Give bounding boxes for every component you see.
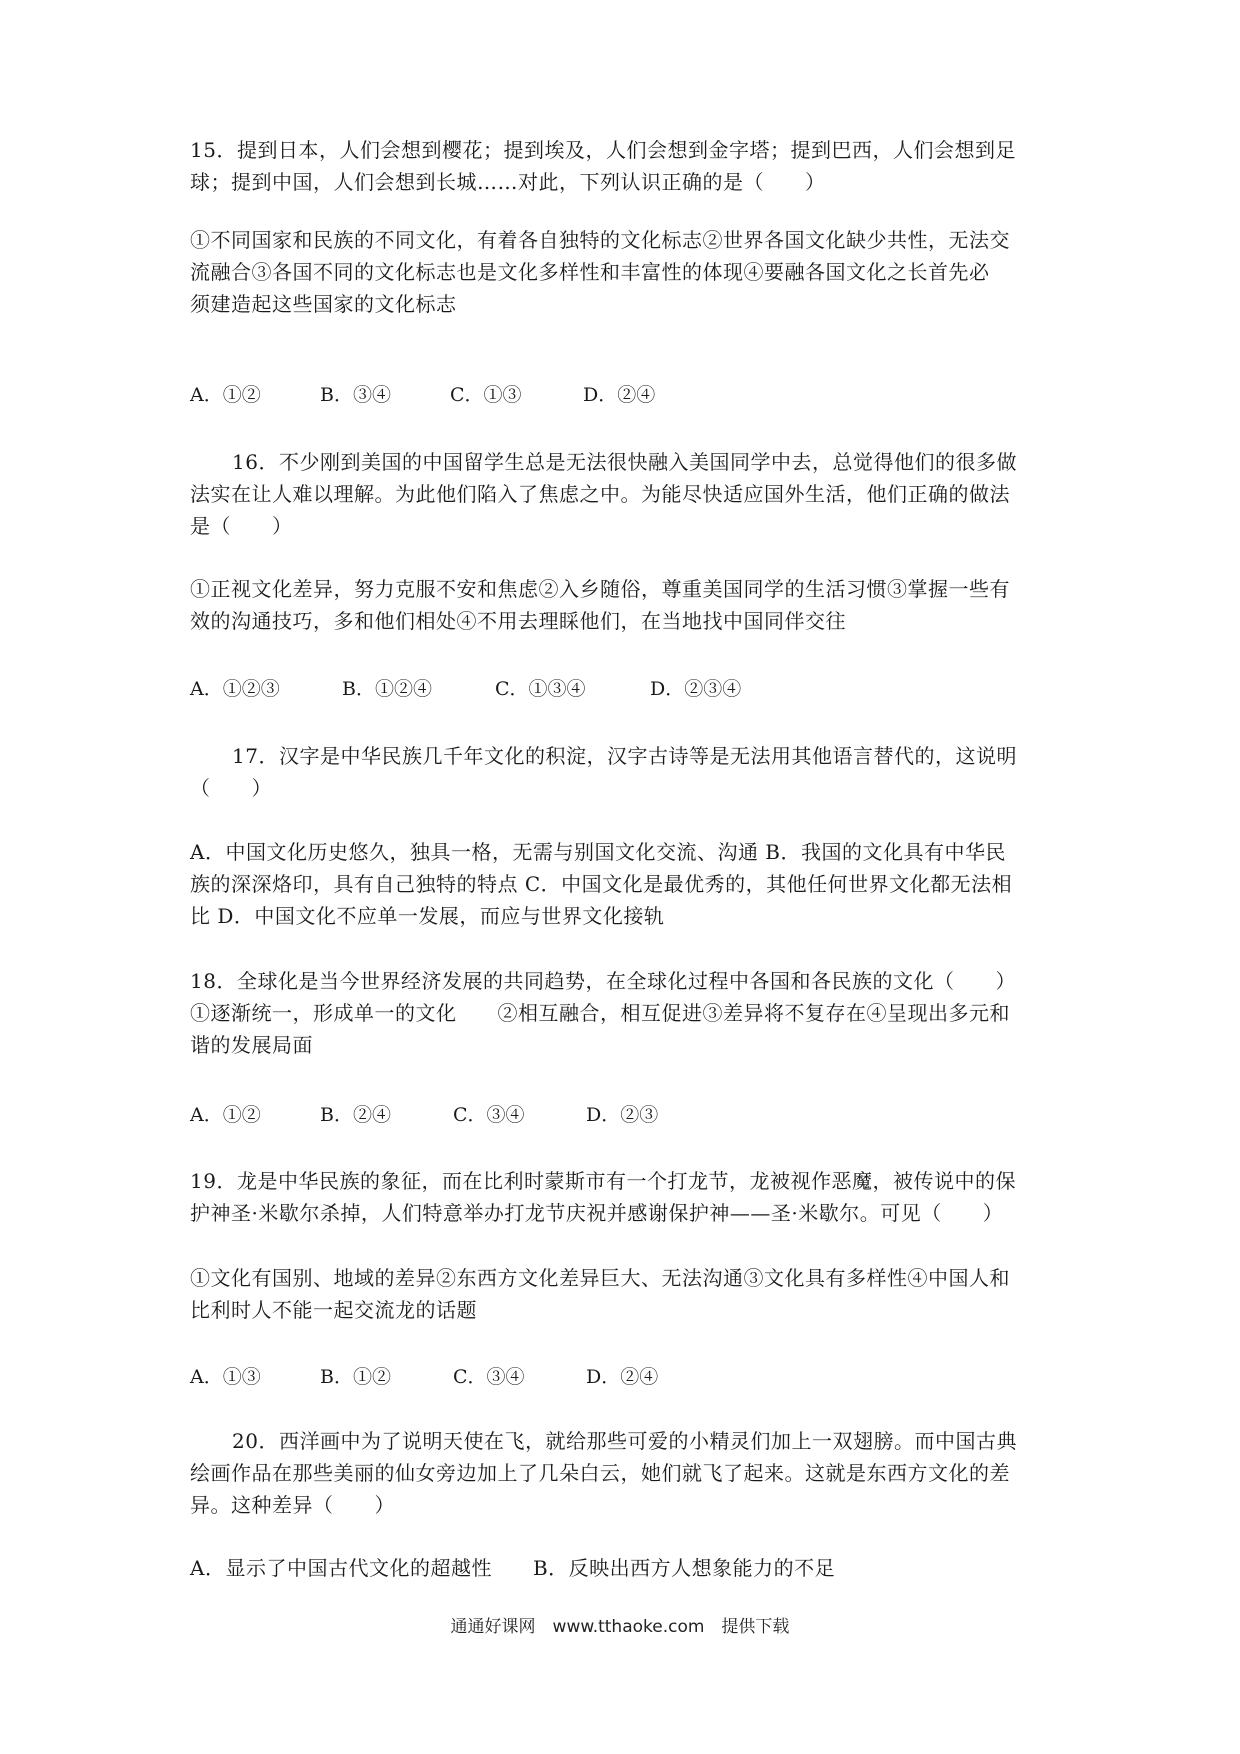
q19-option-c: C．③④ (453, 1366, 525, 1388)
q17-stem-line-2: （ ） (190, 776, 272, 800)
page-footer: 通通好课网 www.tthaoke.com 提供下载 (450, 1617, 790, 1637)
q15-choices-line-3: 须建造起这些国家的文化标志 (190, 292, 457, 316)
q20-choices-line-1: A．显示了中国古代文化的超越性 B．反映出西方人想象能力的不足 (190, 1556, 836, 1580)
q18-option-b: B．②④ (320, 1104, 391, 1126)
q16-option-b: B．①②④ (342, 678, 432, 700)
q16-option-c: C．①③④ (495, 678, 586, 700)
q16-choices-line-1: ①正视文化差异，努力克服不安和焦虑②入乡随俗，尊重美国同学的生活习惯③掌握一些有 (190, 577, 1010, 601)
q19-option-a: A．①③ (190, 1366, 261, 1388)
q18-option-d: D．②③ (586, 1104, 659, 1126)
q20-stem-line-3: 异。这种差异（ ） (190, 1493, 395, 1517)
q20-stem-line-1: 20．西洋画中为了说明天使在飞，就给那些可爱的小精灵们加上一双翅膀。而中国古典 (232, 1429, 1017, 1453)
q16-stem-line-1: 16．不少刚到美国的中国留学生总是无法很快融入美国同学中去，总觉得他们的很多做 (232, 450, 1017, 474)
q18-stem-line-1: 18．全球化是当今世界经济发展的共同趋势，在全球化过程中各国和各民族的文化（ ） (190, 969, 1016, 993)
q19-choices-line-2: 比利时人不能一起交流龙的话题 (190, 1298, 477, 1322)
q19-options (190, 1362, 658, 1392)
q15-choices-line-2: 流融合③各国不同的文化标志也是文化多样性和丰富性的体现④要融各国文化之长首先必 (190, 260, 990, 284)
q15-stem-line-2: 球；提到中国，人们会想到长城……对此，下列认识正确的是（ ） (190, 170, 826, 194)
q17-choices-line-1: A．中国文化历史悠久，独具一格，无需与别国文化交流、沟通 B．我国的文化具有中华民 (190, 840, 1006, 864)
q16-stem-line-2: 法实在让人难以理解。为此他们陷入了焦虑之中。为能尽快适应国外生活，他们正确的做法 (190, 482, 1010, 506)
q16-stem-line-3: 是（ ） (190, 514, 293, 538)
q15-option-b: B．③④ (320, 384, 391, 406)
q16-choices-line-2: 效的沟通技巧，多和他们相处④不用去理睬他们，在当地找中国同伴交往 (190, 609, 846, 633)
q17-stem-line-1: 17．汉字是中华民族几千年文化的积淀，汉字古诗等是无法用其他语言替代的，这说明 (232, 744, 1017, 768)
q19-stem-line-1: 19．龙是中华民族的象征，而在比利时蒙斯市有一个打龙节，龙被视作恶魔，被传说中的保 (190, 1169, 1016, 1193)
q20-stem-line-2: 绘画作品在那些美丽的仙女旁边加上了几朵白云，她们就飞了起来。这就是东西方文化的差 (190, 1461, 1010, 1485)
q18-option-a: A．①② (190, 1104, 261, 1126)
q15-options (190, 380, 655, 410)
q17-choices-line-3: 比 D．中国文化不应单一发展，而应与世界文化接轨 (190, 904, 665, 928)
q15-choices-line-1: ①不同国家和民族的不同文化，有着各自独特的文化标志②世界各国文化缺少共性，无法交 (190, 228, 1010, 252)
q19-stem-line-2: 护神圣·米歇尔杀掉，人们特意举办打龙节庆祝并感谢保护神——圣·米歇尔。可见（ ） (190, 1201, 1004, 1225)
q19-option-b: B．①② (320, 1366, 391, 1388)
q19-choices-line-1: ①文化有国别、地域的差异②东西方文化差异巨大、无法沟通③文化具有多样性④中国人和 (190, 1266, 1010, 1290)
q15-stem-line-1: 15．提到日本，人们会想到樱花；提到埃及，人们会想到金字塔；提到巴西，人们会想到足 (190, 138, 1016, 162)
q16-option-d: D．②③④ (650, 678, 742, 700)
q15-option-a: A．①② (190, 384, 261, 406)
q16-options (190, 674, 741, 704)
q16-option-a: A．①②③ (190, 678, 280, 700)
q15-option-c: C．①③ (450, 384, 522, 406)
q15-option-d: D．②④ (583, 384, 656, 406)
q18-stem-line-3: 谐的发展局面 (190, 1033, 313, 1057)
q18-stem-line-2: ①逐渐统一，形成单一的文化 ②相互融合，相互促进③差异将不复存在④呈现出多元和 (190, 1001, 1010, 1025)
q18-option-c: C．③④ (453, 1104, 525, 1126)
q17-choices-line-2: 族的深深烙印，具有自己独特的特点 C．中国文化是最优秀的，其他任何世界文化都无法相 (190, 872, 1013, 896)
q18-options (190, 1100, 658, 1130)
q19-option-d: D．②④ (586, 1366, 659, 1388)
